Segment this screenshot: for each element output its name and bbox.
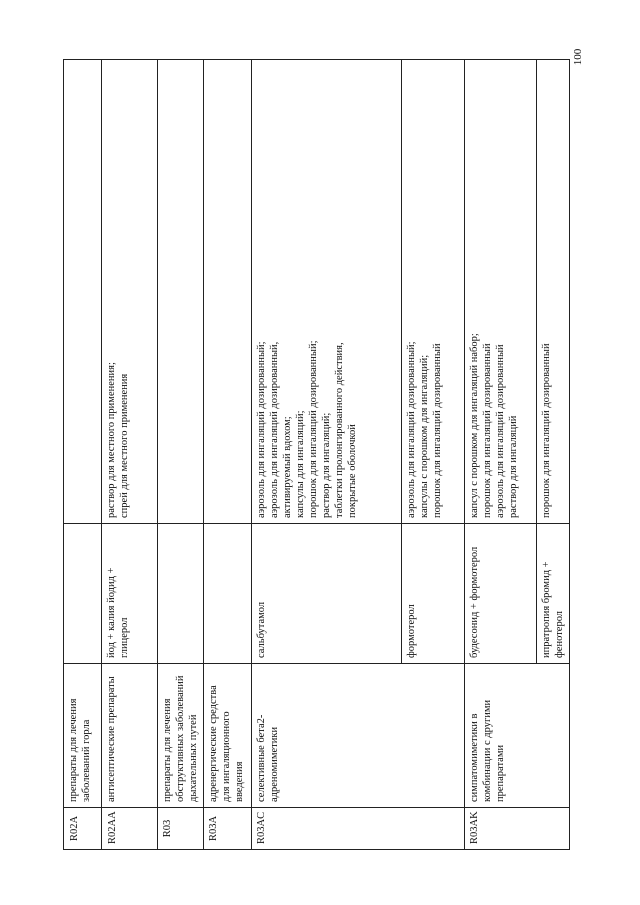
dosage-form-item: капсулы с порошком для ингаляций; [419, 354, 430, 518]
dosage-form-item: раствор для ингаляций [508, 415, 519, 518]
dosage-forms [158, 60, 204, 524]
atc-code: R03 [158, 808, 204, 850]
table-row [158, 60, 204, 850]
table-row [465, 60, 537, 850]
dosage-form-item: капсул с порошком для ингаляций набор; [469, 333, 480, 518]
drug-table [63, 59, 570, 850]
substance: формотерол [402, 524, 465, 664]
atc-code: R02A [64, 808, 102, 850]
table-row [204, 60, 252, 850]
dosage-forms [252, 60, 402, 524]
substance: йод + калия йодид + глицерол [102, 524, 158, 664]
pharma-group: селективные бета2-адреномиметики [252, 664, 465, 808]
substance: ипратропия бромид + фенотерол [537, 524, 570, 664]
atc-code: R02AA [102, 808, 158, 850]
substance [158, 524, 204, 664]
pharma-group: препараты для лечения обструктивных заболеваний дыхательных путей [158, 664, 204, 808]
dosage-form-item: порошок для ингаляций дозированный [482, 343, 493, 518]
rotated-table-container [63, 60, 565, 850]
dosage-form-item: аэрозоль для ингаляций дозированный; [256, 341, 267, 518]
dosage-form-item: аэрозоль для ингаляций дозированный; [406, 341, 417, 518]
page-number: 100 [572, 48, 584, 66]
dosage-form-item: раствор для местного применения; [106, 362, 117, 518]
dosage-form-item: порошок для ингаляций дозированный [432, 343, 443, 518]
substance: сальбутамол [252, 524, 402, 664]
pharma-group: симпатомиметики в комбинации с другими препаратами [465, 664, 570, 808]
dosage-forms [102, 60, 158, 524]
substance: будесонид + формотерол [465, 524, 537, 664]
dosage-form-item: таблетки пролонгированного действия, [334, 342, 345, 518]
dosage-form-item: порошок для ингаляций дозированный; [308, 340, 319, 518]
substance [64, 524, 102, 664]
pharma-group: адренергические средства для ингаляционного введения [204, 664, 252, 808]
table-row [252, 60, 402, 850]
dosage-form-item: порошок для ингаляций дозированный [541, 343, 552, 518]
pharma-group: антисептические препараты [102, 664, 158, 808]
dosage-form-item: покрытые оболочкой [347, 424, 358, 518]
dosage-form-item: спрей для местного применения [119, 373, 130, 518]
atc-code: R03A [204, 808, 252, 850]
atc-code: R03AC [252, 808, 465, 850]
dosage-form-item: аэрозоль для ингаляций дозированный [495, 344, 506, 518]
substance [204, 524, 252, 664]
dosage-forms [402, 60, 465, 524]
dosage-forms [537, 60, 570, 524]
dosage-form-item: капсулы для ингаляций; [295, 410, 306, 518]
dosage-form-item: активируемый вдохом; [282, 416, 293, 518]
pharma-group: препараты для лечения заболеваний горла [64, 664, 102, 808]
dosage-form-item: аэрозоль для ингаляций дозированный, [269, 341, 280, 518]
dosage-forms [465, 60, 537, 524]
dosage-forms [64, 60, 102, 524]
atc-code: R03AK [465, 808, 570, 850]
dosage-forms [204, 60, 252, 524]
table-row [102, 60, 158, 850]
table-row [64, 60, 102, 850]
dosage-form-item: раствор для ингаляций; [321, 412, 332, 518]
